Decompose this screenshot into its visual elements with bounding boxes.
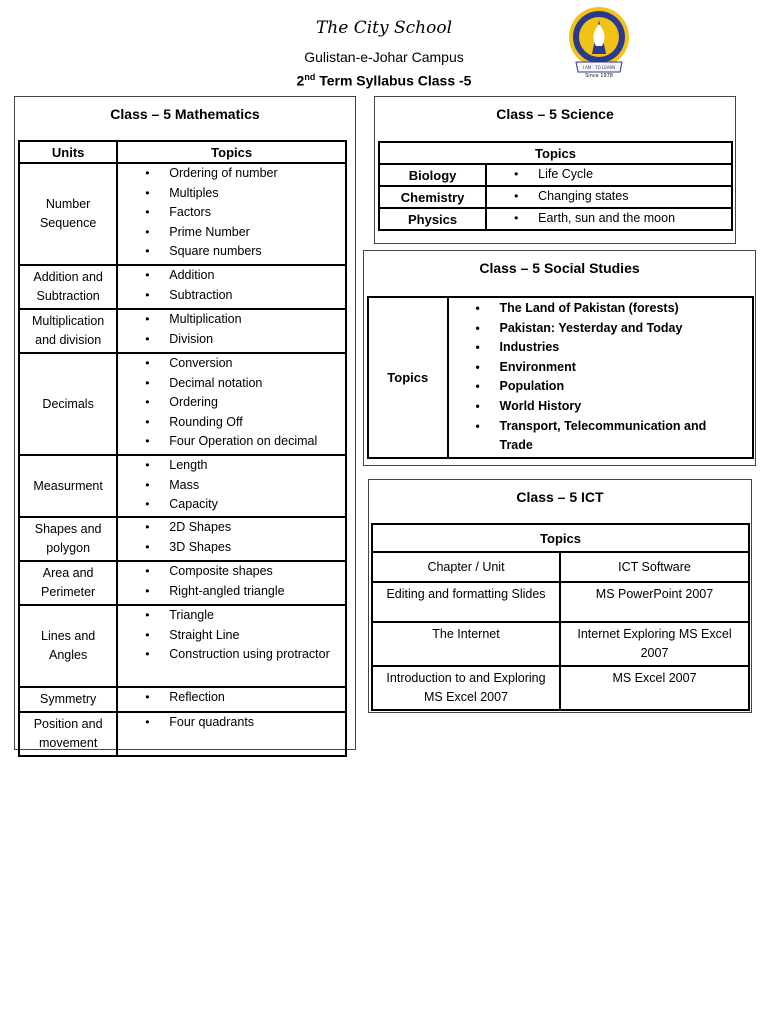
math-topic-list xyxy=(118,310,345,349)
math-topic-item: • Mass xyxy=(118,476,345,496)
math-topic-item: • Composite shapes xyxy=(118,562,345,582)
science-subject-label: Chemistry xyxy=(379,186,486,208)
math-topic-item: • Subtraction xyxy=(118,286,345,306)
math-row xyxy=(19,353,346,455)
math-topic-item: • Straight Line xyxy=(118,626,345,646)
math-topic-item: • Ordering of number xyxy=(118,164,345,184)
term-number: 2 xyxy=(296,72,305,89)
social-studies-table xyxy=(367,296,754,459)
math-topic-item: • Construction using protractor xyxy=(118,645,345,665)
math-row xyxy=(19,163,346,265)
math-topic-list xyxy=(118,713,345,733)
math-topic-item: • Length xyxy=(118,456,345,476)
ict-software-cell: ICT Software xyxy=(560,552,749,582)
math-topic-item: • Square numbers xyxy=(118,242,345,262)
math-topics-cell xyxy=(117,712,346,756)
math-topic-item: • Ordering xyxy=(118,393,345,413)
social-topics-label: Topics xyxy=(368,297,448,458)
ict-chapter-cell: Chapter / Unit xyxy=(372,552,560,582)
math-topic-list xyxy=(118,688,345,708)
math-topic-item: • Rounding Off xyxy=(118,413,345,433)
ict-topics-header: Topics xyxy=(372,524,749,552)
science-row xyxy=(379,164,732,186)
math-topic-item: • Division xyxy=(118,330,345,350)
school-logo xyxy=(566,6,632,80)
ict-row xyxy=(372,582,749,622)
math-unit-cell: Area and Perimeter xyxy=(19,561,117,605)
logo-motto: I AM · TO LEARN xyxy=(582,65,616,70)
math-topic-item: • Right-angled triangle xyxy=(118,582,345,602)
science-topic-item: • Earth, sun and the moon xyxy=(487,209,731,229)
logo-since: Since 1978 xyxy=(585,73,613,79)
social-studies-title: Class – 5 Social Studies xyxy=(479,260,640,276)
math-title: Class – 5 Mathematics xyxy=(110,106,260,122)
social-topics-list xyxy=(449,299,753,456)
math-topic-list xyxy=(118,354,345,452)
ict-chapter-cell: Editing and formatting Slides xyxy=(372,582,560,622)
math-unit-cell: Number Sequence xyxy=(19,163,117,265)
math-topic-item: • Multiples xyxy=(118,184,345,204)
ict-chapter-cell: The Internet xyxy=(372,622,560,666)
math-row xyxy=(19,712,346,756)
math-topic-item: • Triangle xyxy=(118,606,345,626)
ict-row xyxy=(372,622,749,666)
math-topics-cell xyxy=(117,605,346,687)
math-topic-list xyxy=(118,266,345,305)
math-row xyxy=(19,309,346,353)
math-topic-item: • Multiplication xyxy=(118,310,345,330)
math-topic-list xyxy=(118,562,345,601)
math-topics-cell xyxy=(117,561,346,605)
science-title: Class – 5 Science xyxy=(496,106,614,122)
ict-software-cell: Internet Exploring MS Excel 2007 xyxy=(560,622,749,666)
social-topic-item: • The Land of Pakistan (forests) xyxy=(449,299,753,319)
math-topic-item: • Prime Number xyxy=(118,223,345,243)
science-topic-cell xyxy=(486,208,732,230)
social-topic-item: • Environment xyxy=(449,358,753,378)
math-row xyxy=(19,265,346,309)
math-topic-item: • Capacity xyxy=(118,495,345,515)
social-topic-item: • Transport, Telecommunication and Trade xyxy=(449,417,753,456)
science-row xyxy=(379,186,732,208)
social-topic-item: • Pakistan: Yesterday and Today xyxy=(449,319,753,339)
math-topic-item: • 3D Shapes xyxy=(118,538,345,558)
math-topics-cell xyxy=(117,687,346,712)
math-unit-cell: Lines and Angles xyxy=(19,605,117,687)
math-topic-item: • Reflection xyxy=(118,688,345,708)
science-topic-list xyxy=(487,209,731,229)
social-topic-item: • Industries xyxy=(449,338,753,358)
ict-panel xyxy=(368,479,752,713)
campus-name: Gulistan-e-Johar Campus xyxy=(304,49,464,65)
math-unit-cell: Position and movement xyxy=(19,712,117,756)
science-subject-label: Biology xyxy=(379,164,486,186)
math-topic-item: • Four quadrants xyxy=(118,713,345,733)
math-unit-cell: Addition and Subtraction xyxy=(19,265,117,309)
science-table xyxy=(378,141,733,231)
math-unit-cell: Decimals xyxy=(19,353,117,455)
math-topics-cell xyxy=(117,309,346,353)
math-topic-item: • Factors xyxy=(118,203,345,223)
math-row xyxy=(19,455,346,517)
ict-table xyxy=(371,523,750,711)
math-table xyxy=(18,140,347,757)
math-panel xyxy=(14,96,356,750)
math-topic-item: • Decimal notation xyxy=(118,374,345,394)
math-topic-item: • Four Operation on decimal xyxy=(118,432,345,452)
ict-software-cell: MS Excel 2007 xyxy=(560,666,749,710)
document-title xyxy=(0,72,768,89)
ict-title: Class – 5 ICT xyxy=(516,489,604,505)
science-topic-list xyxy=(487,165,731,185)
math-topic-item: • Addition xyxy=(118,266,345,286)
math-topic-item: • 2D Shapes xyxy=(118,518,345,538)
social-topic-item: • World History xyxy=(449,397,753,417)
math-topics-cell xyxy=(117,455,346,517)
math-topics-cell xyxy=(117,163,346,265)
math-topic-item: • Conversion xyxy=(118,354,345,374)
ict-software-cell: MS PowerPoint 2007 xyxy=(560,582,749,622)
school-name: The City School xyxy=(315,18,453,38)
science-topic-item: • Changing states xyxy=(487,187,731,207)
math-unit-cell: Multiplication and division xyxy=(19,309,117,353)
science-topic-cell xyxy=(486,186,732,208)
math-row xyxy=(19,561,346,605)
social-studies-panel xyxy=(363,250,756,466)
math-unit-cell: Shapes and polygon xyxy=(19,517,117,561)
math-topics-cell xyxy=(117,353,346,455)
math-topics-header: Topics xyxy=(117,141,346,163)
math-unit-cell: Symmetry xyxy=(19,687,117,712)
term-superscript: nd xyxy=(304,72,316,82)
math-topic-list xyxy=(118,164,345,262)
math-unit-cell: Measurment xyxy=(19,455,117,517)
math-topic-list xyxy=(118,456,345,515)
science-topic-list xyxy=(487,187,731,207)
ict-row xyxy=(372,666,749,710)
term-rest: Term Syllabus Class -5 xyxy=(315,72,472,89)
math-topic-list xyxy=(118,518,345,557)
ict-row xyxy=(372,552,749,582)
science-topic-item: • Life Cycle xyxy=(487,165,731,185)
math-topic-list xyxy=(118,606,345,665)
math-row xyxy=(19,687,346,712)
ict-chapter-cell: Introduction to and Exploring MS Excel 2007 xyxy=(372,666,560,710)
science-topics-header: Topics xyxy=(379,142,732,164)
social-topics-cell xyxy=(448,297,754,458)
math-row xyxy=(19,517,346,561)
science-panel xyxy=(374,96,736,244)
math-topics-cell xyxy=(117,265,346,309)
math-row xyxy=(19,605,346,687)
social-topic-item: • Population xyxy=(449,377,753,397)
science-topic-cell xyxy=(486,164,732,186)
science-subject-label: Physics xyxy=(379,208,486,230)
math-units-header: Units xyxy=(19,141,117,163)
science-row xyxy=(379,208,732,230)
math-topics-cell xyxy=(117,517,346,561)
